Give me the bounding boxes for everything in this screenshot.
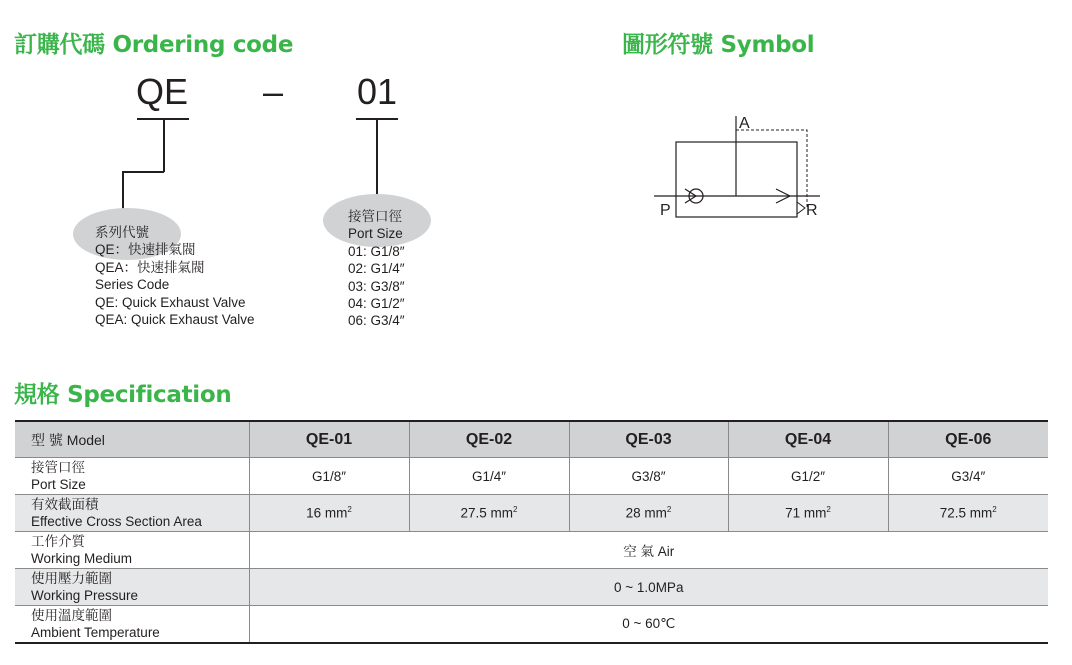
- port-size-cell: G1/2″: [728, 458, 888, 495]
- model-header: QE-01: [249, 421, 409, 458]
- port-line: 03: G3/8″: [348, 278, 405, 294]
- row-label: [15, 569, 249, 606]
- port-line: 02: G1/4″: [348, 261, 405, 277]
- port-size-cell: G3/4″: [888, 458, 1048, 495]
- code-prefix: QE: [136, 71, 189, 112]
- prefix-connector-vertical: [163, 118, 165, 172]
- area-unit-sup: 2: [826, 505, 831, 515]
- port-line: 04: G1/2″: [348, 295, 405, 311]
- row-label-en: Working Medium: [31, 551, 133, 566]
- code-dash: –: [263, 71, 284, 112]
- row-label: [15, 532, 249, 569]
- row-label-zh: 接管口徑: [31, 460, 85, 475]
- area-cell: [888, 495, 1048, 532]
- row-label-en: Port Size: [31, 477, 86, 492]
- area-cell: [569, 495, 728, 532]
- area-value: 16 mm: [306, 505, 348, 521]
- label-p: P: [660, 202, 671, 219]
- table-row-cross-section: [15, 495, 1048, 532]
- series-line: QE：快速排氣閥: [95, 242, 196, 258]
- table-row-working-medium: [15, 532, 1048, 569]
- table-row-port-size: [15, 458, 1048, 495]
- working-medium-cell: 空 氣 Air: [249, 532, 1048, 569]
- quick-exhaust-valve-symbol: [640, 108, 840, 228]
- prefix-connector-horizontal: [122, 171, 164, 173]
- row-label: [15, 495, 249, 532]
- port-size-cell: G3/8″: [569, 458, 728, 495]
- area-unit-sup: 2: [992, 505, 997, 515]
- row-label-en: Ambient Temperature: [31, 625, 160, 640]
- area-cell: [249, 495, 409, 532]
- specification-table: [15, 420, 1048, 644]
- model-header-label: 型 號 Model: [15, 421, 249, 458]
- area-cell: [409, 495, 569, 532]
- table-row-ambient-temperature: [15, 606, 1048, 644]
- series-line: QEA：快速排氣閥: [95, 259, 205, 275]
- port-size-cell: G1/4″: [409, 458, 569, 495]
- model-header: QE-04: [728, 421, 888, 458]
- area-value: 28 mm: [625, 505, 667, 521]
- port-line: Port Size: [348, 226, 403, 242]
- row-label-en: Effective Cross Section Area: [31, 514, 202, 529]
- label-a: A: [739, 115, 750, 132]
- series-line: 系列代號: [95, 225, 149, 240]
- port-line: 01: G1/8″: [348, 243, 405, 259]
- prefix-connector-drop: [122, 171, 124, 210]
- series-line: Series Code: [95, 277, 170, 293]
- port-size-cell: G1/8″: [249, 458, 409, 495]
- row-label: [15, 606, 249, 644]
- area-cell: [728, 495, 888, 532]
- label-r: R: [806, 202, 818, 219]
- port-size-note: [348, 208, 405, 330]
- series-line: QE: Quick Exhaust Valve: [95, 294, 246, 310]
- model-header: QE-06: [888, 421, 1048, 458]
- model-header: QE-02: [409, 421, 569, 458]
- port-line: 06: G3/4″: [348, 313, 405, 329]
- specification-heading: 規格 Specification: [14, 382, 232, 408]
- working-pressure-cell: 0 ~ 1.0MPa: [249, 569, 1048, 606]
- row-label-en: Working Pressure: [31, 588, 139, 603]
- row-label-zh: 使用溫度範圍: [31, 608, 112, 623]
- series-line: QEA: Quick Exhaust Valve: [95, 311, 255, 327]
- ambient-temperature-cell: 0 ~ 60℃: [249, 606, 1048, 644]
- code-suffix: 01: [357, 71, 398, 112]
- area-value: 71 mm: [785, 505, 827, 521]
- symbol-heading: 圖形符號 Symbol: [622, 32, 815, 58]
- exhaust-triangle-icon: [797, 202, 805, 214]
- area-value: 72.5 mm: [939, 505, 993, 521]
- row-label-zh: 工作介質: [31, 534, 85, 549]
- row-label-zh: 使用壓力範圍: [31, 571, 112, 586]
- port-line: 接管口徑: [348, 209, 402, 224]
- table-row-working-pressure: [15, 569, 1048, 606]
- model-header: QE-03: [569, 421, 728, 458]
- area-unit-sup: 2: [347, 505, 352, 515]
- series-code-note: [95, 224, 255, 328]
- suffix-connector: [376, 118, 378, 195]
- area-unit-sup: 2: [666, 505, 672, 515]
- ordering-code-heading: 訂購代碼 Ordering code: [14, 32, 294, 58]
- area-unit-sup: 2: [513, 505, 518, 515]
- row-label: [15, 458, 249, 495]
- table-header-row: [15, 421, 1048, 458]
- area-value: 27.5 mm: [460, 505, 514, 521]
- row-label-zh: 有效截面積: [31, 497, 99, 512]
